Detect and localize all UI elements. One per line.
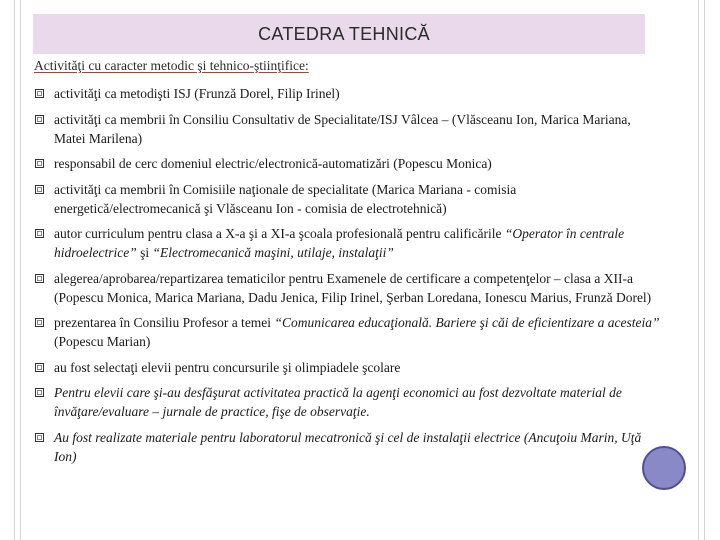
list-item-text: autor curriculum pentru clasa a X-a şi a XI-a şcoala profesională pentru calificările xyxy=(54,226,505,241)
decorative-circle xyxy=(642,446,686,490)
checkbox-bullet-icon xyxy=(35,433,44,442)
left-border-line-inner xyxy=(20,0,21,540)
list-item xyxy=(34,358,664,377)
list-item-text: responsabil de cerc domeniul electric/electronică-automatizări (Popescu Monica) xyxy=(54,156,492,171)
list-item-text: Au fost realizate materiale pentru laboratorul mecatronică şi cel de instalaţii electrice (Ancuţoiu Marin, Uţă Ion) xyxy=(54,429,642,464)
checkbox-bullet-icon xyxy=(35,115,44,124)
list-item-text: activităţi ca membrii în Consiliu Consultativ de Specialitate/ISJ Vâlcea – (Vlăsceanu Ion, Marica Mariana, Matei Marilena) xyxy=(54,111,631,146)
list-item xyxy=(34,84,664,103)
checkbox-bullet-icon xyxy=(35,89,44,98)
right-border-line-outer xyxy=(704,0,705,540)
list-item xyxy=(34,383,664,421)
list-item xyxy=(34,428,664,466)
checkbox-bullet-icon xyxy=(35,274,44,283)
list-item-text: şi xyxy=(136,245,153,260)
left-border-line-outer xyxy=(14,0,15,540)
list-item xyxy=(34,154,664,173)
list-item xyxy=(34,110,664,148)
right-border-line-inner xyxy=(698,0,699,540)
checkbox-bullet-icon xyxy=(35,388,44,397)
list-item-text: alegerea/aprobarea/repartizarea tematicilor pentru Examenele de certificare a competenţelor – clasa a XII-a (Popescu Monica, Marica Mariana, Dadu Jenica, Filip Irinel, Şerban Loredana, Ionescu Marius, Frunză Dorel) xyxy=(54,270,652,305)
checkbox-bullet-icon xyxy=(35,229,44,238)
checkbox-bullet-icon xyxy=(35,318,44,327)
list-item xyxy=(34,224,664,262)
list-item-text: activităţi ca metodişti ISJ (Frunză Dorel, Filip Irinel) xyxy=(54,86,340,101)
checkbox-bullet-icon xyxy=(35,185,44,194)
checkbox-bullet-icon xyxy=(35,159,44,168)
section-subtitle: Activităţi cu caracter metodic şi tehnico-ştiinţifice: xyxy=(34,58,309,73)
list-item-text: Pentru elevii care şi-au desfăşurat activitatea practică la agenţi economici au fost dezvoltate material de învăţare/evaluare – jurnale de practice, fişe de observaţie. xyxy=(54,385,622,419)
list-item-text: (Popescu Marian) xyxy=(54,334,151,349)
list-item xyxy=(34,313,664,351)
list-item-text: prezentarea în Consiliu Profesor a temei xyxy=(54,315,275,330)
checkbox-bullet-icon xyxy=(35,363,44,372)
list-item xyxy=(34,180,664,218)
list-item-text: “Operator în centrale hidroelectrice” xyxy=(54,226,625,260)
activity-list xyxy=(34,84,664,472)
list-item-text: “Electromecanică maşini, utilaje, instalaţii” xyxy=(152,245,394,260)
list-item-text: activităţi ca membrii în Comisiile naţionale de specialitate (Marica Mariana - comisia energetică/electromecanică şi Vlăsceanu Ion - comisia de electrotehnică) xyxy=(54,181,517,216)
list-item xyxy=(34,269,664,307)
list-item-text: au fost selectaţi elevii pentru concursurile şi olimpiadele şcolare xyxy=(54,359,401,375)
page-title: CATEDRA TEHNICĂ xyxy=(258,24,430,44)
list-item-text: “Comunicarea educaţională. Bariere şi căi de eficientizare a acesteia” xyxy=(274,315,660,330)
